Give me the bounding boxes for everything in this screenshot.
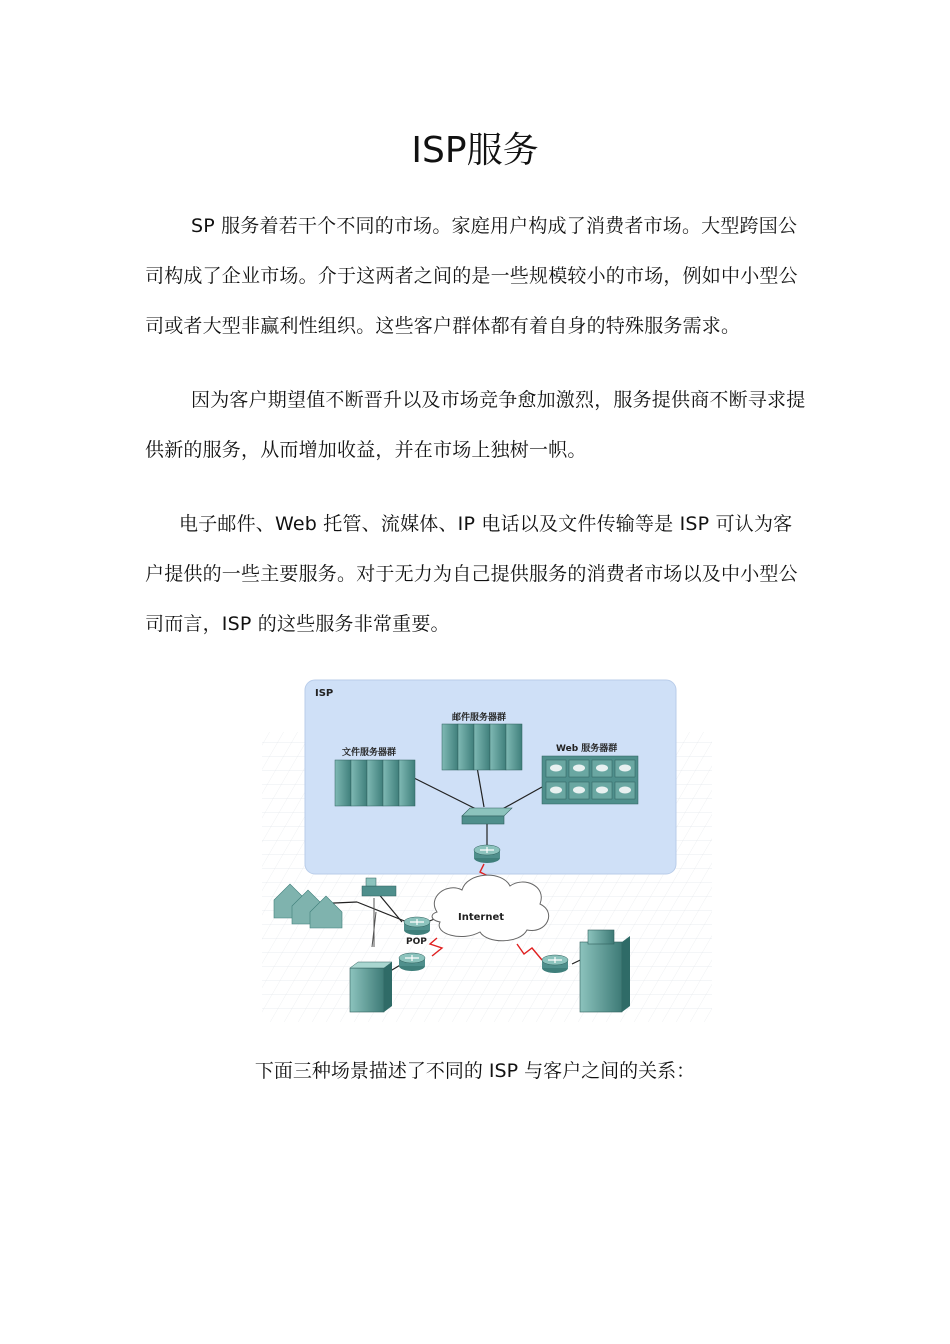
internet-label: Internet bbox=[458, 912, 505, 923]
isp-network-diagram bbox=[262, 672, 712, 1022]
isp-label: ISP bbox=[315, 688, 334, 699]
file-farm-label: 文件服务器群 bbox=[342, 748, 397, 758]
web-farm-label: Web 服务器群 bbox=[556, 744, 618, 754]
page-title: ISP服务 bbox=[411, 130, 539, 171]
pop-label: POP bbox=[406, 937, 427, 947]
mail-server-farm bbox=[442, 724, 522, 770]
mail-farm-label: 邮件服务器群 bbox=[452, 713, 507, 723]
paragraph-3: 电子邮件、Web 托管、流媒体、IP 电话以及文件传输等是 ISP 可认为客户提供的一些主要服务。对于无力为自己提供服务的消费者市场以及中小型公司而言，ISP 的这些服务非常重要。 bbox=[145, 513, 798, 635]
paragraph-2: 因为客户期望值不断晋升以及市场竞争愈加激烈，服务提供商不断寻求提供新的服务，从而增加收益，并在市场上独树一帜。 bbox=[145, 389, 806, 461]
isp-router-icon bbox=[474, 845, 500, 863]
enterprise-router-icon bbox=[542, 955, 568, 973]
web-server-farm bbox=[542, 756, 638, 804]
pop-router-icon bbox=[404, 917, 430, 935]
file-server-farm bbox=[335, 760, 415, 806]
enterprise-building-icon bbox=[580, 930, 630, 1012]
figure-caption: 下面三种场景描述了不同的 ISP 与客户之间的关系： bbox=[254, 1060, 696, 1082]
small-business-building-icon bbox=[350, 962, 392, 1012]
paragraph-1: SP 服务着若干个不同的市场。家庭用户构成了消费者市场。大型跨国公司构成了企业市场。介于这两者之间的是一些规模较小的市场，例如中小型公司或者大型非赢利性组织。这些客户群体都有着自身的特殊服务需求。 bbox=[145, 215, 798, 337]
small-business-router-icon bbox=[399, 953, 425, 971]
